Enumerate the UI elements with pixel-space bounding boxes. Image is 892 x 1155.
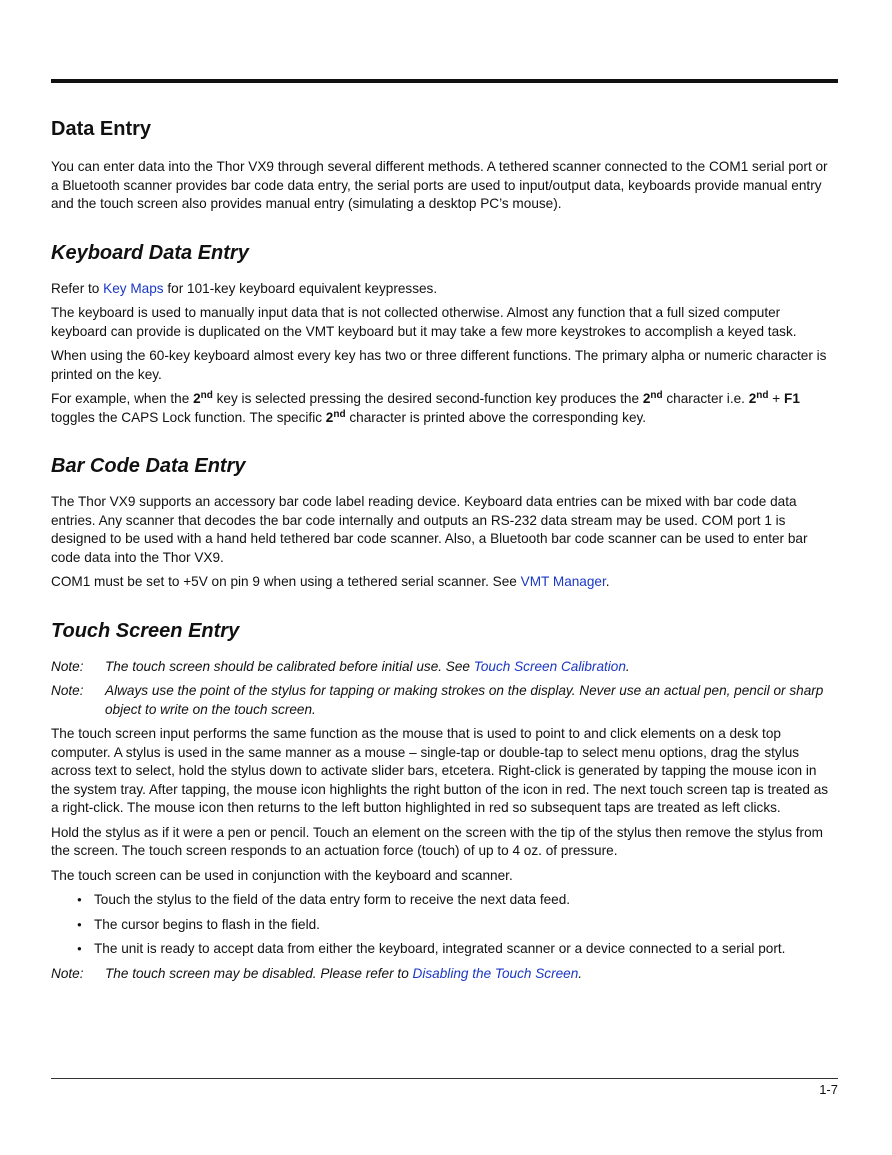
note-label: Note: <box>51 683 84 698</box>
keyboard-p1-text-end: for 101-key keyboard equivalent keypresses. <box>163 280 438 296</box>
text-run: . <box>578 965 583 981</box>
note-stylus <box>51 682 838 719</box>
section-title-data-entry: Data Entry <box>51 118 152 140</box>
keyboard-paragraph-manual-input: The keyboard is used to manually input data that is not collected otherwise. Almost any function that a full sized computer keyboard can provide is duplicated on the VMT keyboard but it may take a few more keystrokes to accomplish a keyed task. <box>51 305 797 339</box>
text-run: character i.e. <box>662 391 749 406</box>
keyboard-p1-text: Refer to <box>51 280 104 296</box>
text-run: . <box>605 574 610 589</box>
text-run: COM1 must be set to +5V on pin 9 when using a tethered serial scanner. See <box>51 574 521 589</box>
note-disable <box>51 965 838 984</box>
bold-2: 2 <box>325 409 334 425</box>
list-item: ● The cursor begins to flash in the field. <box>77 916 838 935</box>
header-rule <box>51 79 838 83</box>
text-run: The touch screen should be calibrated before initial use. See <box>105 658 474 674</box>
touch-steps-list <box>51 891 838 959</box>
page-content <box>51 116 838 989</box>
list-item: ● Touch the stylus to the field of the data entry form to receive the next data feed. <box>77 891 838 910</box>
touch-paragraph-conjunction: The touch screen can be used in conjunction with the keyboard and scanner. <box>51 867 513 883</box>
list-item: ● The unit is ready to accept data from either the keyboard, integrated scanner or a device connected to a serial port. <box>77 940 838 959</box>
superscript-nd: nd <box>756 390 769 401</box>
superscript-nd: nd <box>200 390 213 401</box>
text-run: character is printed above the corresponding key. <box>345 409 647 425</box>
bold-2: 2 <box>748 391 757 406</box>
bold-2: 2 <box>193 391 201 406</box>
barcode-paragraph-com1 <box>51 573 838 592</box>
keyboard-paragraph-keymaps <box>51 280 838 299</box>
superscript-nd: nd <box>650 390 663 401</box>
note-label: Note: <box>51 965 84 981</box>
text-run: key is selected pressing the desired second-function key produces the <box>212 391 643 406</box>
superscript-nd: nd <box>333 408 346 420</box>
bold-2: 2 <box>642 391 651 406</box>
key-maps-link[interactable]: Key Maps <box>103 280 164 296</box>
text-run: For example, when the <box>51 391 194 406</box>
note-text <box>105 658 838 677</box>
note-calibration <box>51 658 838 677</box>
footer-rule <box>51 1078 838 1079</box>
note-text: Always use the point of the stylus for tapping or making strokes on the display. Never use an actual pen, pencil or sharp object to write on the touch screen. <box>105 683 824 717</box>
section-title-bar-code-data-entry: Bar Code Data Entry <box>51 455 246 477</box>
touch-paragraph-stylus: Hold the stylus as if it were a pen or pencil. Touch an element on the screen with the tip of the stylus then remove the stylus from the screen. The touch screen responds to an actuation force (touch) of up to 4 oz. of pressure. <box>51 824 823 858</box>
keyboard-paragraph-2nd-key <box>51 390 838 427</box>
bold-f1: F1 <box>784 391 800 406</box>
vmt-manager-link[interactable]: VMT Manager <box>520 574 606 589</box>
disabling-touch-screen-link[interactable]: Disabling the Touch Screen <box>412 965 579 981</box>
note-label: Note: <box>51 658 84 674</box>
text-run: . <box>625 658 630 674</box>
text-run: + <box>768 391 785 406</box>
note-text <box>105 965 838 984</box>
page-number: 1-7 <box>819 1082 838 1097</box>
section-title-touch-screen-entry: Touch Screen Entry <box>51 619 240 642</box>
section-title-keyboard-data-entry: Keyboard Data Entry <box>51 241 249 264</box>
touch-screen-calibration-link[interactable]: Touch Screen Calibration <box>473 658 626 674</box>
data-entry-paragraph: You can enter data into the Thor VX9 through several different methods. A tethered scanner connected to the COM1 serial port or a Bluetooth scanner provides bar code data entry, the serial ports are used to input/output data, keyboards provide manual entry and the touch screen also provides manual entry (simulating a desktop PC’s mouse). <box>51 159 828 211</box>
text-run: toggles the CAPS Lock function. The specific <box>51 409 326 425</box>
text-run: The touch screen may be disabled. Please refer to <box>105 965 413 981</box>
keyboard-paragraph-60-key: When using the 60-key keyboard almost every key has two or three different functions. The primary alpha or numeric character is printed on the key. <box>51 348 827 382</box>
barcode-paragraph: The Thor VX9 supports an accessory bar code label reading device. Keyboard data entries can be mixed with bar code data entries. Any scanner that decodes the bar code internally and outputs an RS-232 data stream may be used. COM port 1 is designed to be used with a hand held tethered bar code scanner. Also, a Bluetooth bar code scanner can be used to enter bar code data into the Thor VX9. <box>51 494 808 565</box>
touch-paragraph-mouse: The touch screen input performs the same function as the mouse that is used to point to and click elements on a desk top computer. A stylus is used in the same manner as a mouse – single-tap or double-tap to select menu options, drag the stylus across text to select, hold the stylus down to activate slider bars, etcetera. Right-click is generated by tapping the mouse icon in the system tray. After tapping, the mouse icon highlights the right button of the icon in red. The next touch screen tap is treated as a right-click. The mouse icon then returns to the left button highlighted in red so subsequent taps are treated as left clicks. <box>51 726 829 815</box>
